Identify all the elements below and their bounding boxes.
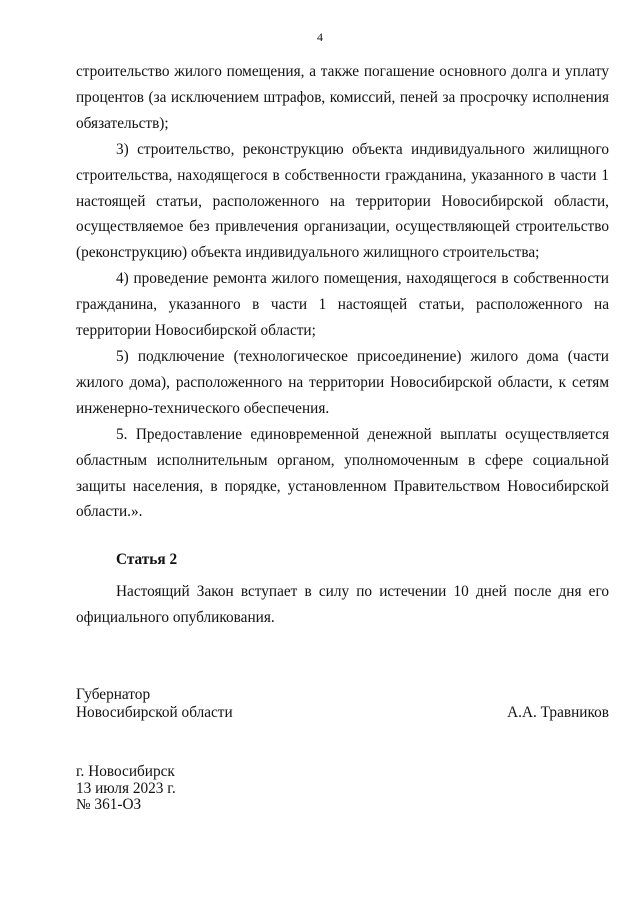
paragraph-item-4: 4) проведение ремонта жилого помещения, находящегося в собственности гражданина, указанного в части 1 настоящей статьи, расположенного на территории Новосибирской области; (76, 270, 609, 340)
paragraph-item-5: 5) подключение (технологическое присоединение) жилого дома (части жилого дома), расположенного на территории Новосибирской области, к сетям инженерно-технического обеспечения. (76, 347, 609, 417)
city: г. Новосибирск (76, 763, 175, 780)
signature-title-line-2: Новосибирской области (76, 704, 233, 721)
paragraph-clause-5: 5. Предоставление единовременной денежной выплаты осуществляется областным исполнительным органом, уполномоченным в сфере социальной защиты населения, в порядке, установленном Правительством Новосибирской области.». (76, 425, 609, 521)
signatory-name: А.А. Травников (507, 704, 609, 721)
article-2-heading: Статья 2 (116, 551, 178, 568)
place-date-block (76, 764, 176, 814)
page-number: 4 (317, 30, 323, 44)
paragraph-item-3: 3) строительство, реконструкцию объекта индивидуального жилищного строительства, находящегося в собственности гражданина, указанного в части 1 настоящей статьи, расположенного на территории Новосибирской области, осуществляемое без привлечения организации, осуществляющей строительство (реконструкцию) объекта индивидуального жилищного строительства; (76, 140, 609, 262)
law-body-text (76, 59, 609, 525)
signature-title-line-1: Губернатор (76, 686, 151, 703)
law-number: № 361-ОЗ (76, 796, 142, 813)
paragraph-continuation: строительство жилого помещения, а также погашение основного долга и уплату процентов (за исключением штрафов, комиссий, пеней за просрочку исполнения обязательств); (76, 63, 609, 132)
date: 13 июля 2023 г. (76, 779, 176, 797)
signature-title (76, 686, 233, 722)
article-2-text: Настоящий Закон вступает в силу по истечении 10 дней после дня его официального опубликования. (76, 583, 609, 626)
